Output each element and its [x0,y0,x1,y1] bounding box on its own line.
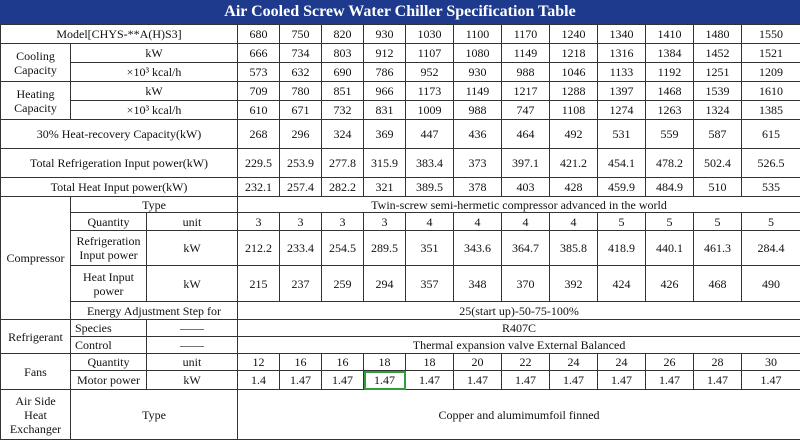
table-cell: 1397 [598,82,646,101]
table-cell: 12 [238,354,280,371]
fans-motor-row [1,371,800,390]
compressor-refrig-unit: kW [147,231,238,266]
table-cell: 383.4 [406,149,454,178]
table-cell: 952 [406,63,454,82]
table-cell: 424 [598,266,646,302]
table-cell: 988 [502,63,550,82]
air-side-type-value: Copper and alumimumfoil finned [238,390,800,440]
table-cell: 426 [646,266,694,302]
table-cell: 3 [364,213,406,231]
heating-kcal-unit: ×10³ kcal/h [71,101,238,120]
heating-label-line2: Capacity [14,100,57,115]
model-cell: 1170 [502,25,550,44]
table-cell: 831 [364,101,406,120]
table-title: Air Cooled Screw Water Chiller Specification Table [0,0,800,24]
table-cell: 215 [238,266,280,302]
table-cell: 535 [742,178,800,197]
air-side-label-line3: Exchanger [9,421,62,436]
table-cell: 615 [742,120,800,149]
table-cell: 282.2 [322,178,364,197]
table-cell: 709 [238,82,280,101]
table-cell: 1108 [550,101,598,120]
table-cell: 1149 [454,82,502,101]
fans-quantity-unit: unit [147,354,238,371]
table-cell: 343.6 [454,231,502,266]
table-cell: 988 [454,101,502,120]
compressor-refrig-row [1,231,800,266]
table-cell: 348 [454,266,502,302]
table-cell: 1521 [742,44,800,63]
compressor-label: Compressor [1,197,71,320]
cooling-label-line2: Capacity [14,62,57,77]
compressor-heat-label: Heat Input power [71,266,147,302]
compressor-type-value: Twin-screw semi-hermetic compressor advanced in the world [238,197,800,213]
table-cell: 1468 [646,82,694,101]
table-cell: 373 [454,149,502,178]
table-cell: 1192 [646,63,694,82]
table-cell: 1.47 [742,371,800,390]
table-cell: 440.1 [646,231,694,266]
table-cell: 1107 [406,44,454,63]
model-row [1,25,800,44]
table-cell: 3 [322,213,364,231]
table-cell: 930 [454,63,502,82]
table-cell: 1324 [694,101,742,120]
table-cell: 1.47 [646,371,694,390]
fans-quantity-row [1,354,800,371]
table-cell: 237 [280,266,322,302]
refrigerant-control-value: Thermal expansion valve External Balanced [238,337,800,354]
compressor-type-row [1,197,800,213]
spec-table [0,24,800,440]
air-side-row [1,390,800,440]
model-cell: 1030 [406,25,454,44]
table-cell: 1.47 [406,371,454,390]
table-cell: 259 [322,266,364,302]
table-cell: 1274 [598,101,646,120]
table-cell: 510 [694,178,742,197]
cooling-label-line1: Cooling [16,48,55,63]
table-cell: 851 [322,82,364,101]
table-cell: 4 [454,213,502,231]
table-cell: 24 [598,354,646,371]
heat-input-row [1,178,800,197]
table-cell: 5 [742,213,800,231]
table-cell: 447 [406,120,454,149]
table-cell: 389.5 [406,178,454,197]
table-cell: 912 [364,44,406,63]
table-cell: 18 [364,354,406,371]
table-cell: 747 [502,101,550,120]
table-cell: 1288 [550,82,598,101]
table-cell: 315.9 [364,149,406,178]
fans-label: Fans [1,354,71,390]
table-cell: 468 [694,266,742,302]
table-cell: 26 [646,354,694,371]
table-cell: 671 [280,101,322,120]
table-cell: 1218 [550,44,598,63]
table-cell: 1133 [598,63,646,82]
table-cell: 392 [550,266,598,302]
model-cell: 1410 [646,25,694,44]
refrigerant-species-label: Species [71,320,147,337]
table-cell: 966 [364,82,406,101]
table-cell: 1209 [742,63,800,82]
cooling-kw-unit: kW [71,44,238,63]
model-cell: 1550 [742,25,800,44]
table-cell: 1.4 [238,371,280,390]
table-cell: 3 [238,213,280,231]
model-cell: 750 [280,25,322,44]
refrig-input-row [1,149,800,178]
air-side-label [1,390,71,440]
table-cell: 436 [454,120,502,149]
model-label: Model[CHYS-**A(H)S3] [1,25,238,44]
table-cell: 610 [238,101,280,120]
table-cell: 492 [550,120,598,149]
table-cell: 1.47 [454,371,502,390]
refrigerant-label: Refrigerant [1,320,71,354]
table-cell: 803 [322,44,364,63]
heating-kcal-row [1,101,800,120]
model-cell: 1240 [550,25,598,44]
table-cell: 4 [502,213,550,231]
table-cell: 296 [280,120,322,149]
cooling-kcal-unit: ×10³ kcal/h [71,63,238,82]
table-cell: 1.47 [550,371,598,390]
table-cell: 24 [550,354,598,371]
heating-label-line1: Heating [16,86,55,101]
table-cell: 5 [646,213,694,231]
table-cell: 378 [454,178,502,197]
energy-step-value: 25(start up)-50-75-100% [238,302,800,320]
table-cell: 20 [454,354,502,371]
table-cell: 632 [280,63,322,82]
heat-recovery-row [1,120,800,149]
table-cell: 294 [364,266,406,302]
table-cell: 780 [280,82,322,101]
table-cell: 1452 [694,44,742,63]
table-cell: 1.47 [694,371,742,390]
table-cell: 418.9 [598,231,646,266]
table-cell: 324 [322,120,364,149]
table-cell: 531 [598,120,646,149]
table-cell: 233.4 [280,231,322,266]
table-cell: 478.2 [646,149,694,178]
table-cell: 732 [322,101,364,120]
cooling-label [1,44,71,82]
table-cell: 1251 [694,63,742,82]
table-cell: 284.4 [742,231,800,266]
table-cell: 1384 [646,44,694,63]
table-cell: 1316 [598,44,646,63]
model-cell: 930 [364,25,406,44]
model-cell: 1480 [694,25,742,44]
fans-quantity-label: Quantity [71,354,147,371]
table-cell: 428 [550,178,598,197]
table-cell: 18 [406,354,454,371]
table-cell: 253.9 [280,149,322,178]
refrigerant-control-label: Control [71,337,147,354]
refrigerant-control-dash: —— [147,337,238,354]
table-cell: 573 [238,63,280,82]
table-cell: 3 [280,213,322,231]
table-cell: 5 [694,213,742,231]
model-cell: 820 [322,25,364,44]
table-cell: 1385 [742,101,800,120]
air-side-type-label: Type [71,390,238,440]
table-cell: 28 [694,354,742,371]
heating-kw-unit: kW [71,82,238,101]
energy-step-label: Energy Adjustment Step for [71,302,238,320]
table-cell: 4 [550,213,598,231]
table-cell: 421.2 [550,149,598,178]
refrigerant-control-row [1,337,800,354]
table-cell: 461.3 [694,231,742,266]
table-cell: 229.5 [238,149,280,178]
table-cell: 490 [742,266,800,302]
table-cell: 1.47 [322,371,364,390]
table-cell: 734 [280,44,322,63]
compressor-heat-row [1,266,800,302]
table-cell: 16 [322,354,364,371]
table-cell: 5 [598,213,646,231]
table-cell: 587 [694,120,742,149]
compressor-type-label: Type [71,197,238,213]
table-cell: 1046 [550,63,598,82]
heating-label [1,82,71,120]
table-cell: 454.1 [598,149,646,178]
table-cell: 289.5 [364,231,406,266]
table-cell: 254.5 [322,231,364,266]
model-cell: 1100 [454,25,502,44]
model-cell: 1340 [598,25,646,44]
selected-cell[interactable]: 1.47 [364,371,406,390]
table-cell: 1539 [694,82,742,101]
fans-motor-label: Motor power [71,371,147,390]
table-cell: 232.1 [238,178,280,197]
table-cell: 385.8 [550,231,598,266]
table-cell: 1217 [502,82,550,101]
table-cell: 1.47 [598,371,646,390]
heat-input-label: Total Heat Input power(kW) [1,178,238,197]
air-side-label-line2: Heat [24,407,47,422]
table-cell: 16 [280,354,322,371]
compressor-quantity-label: Quantity [71,213,147,231]
refrigerant-species-value: R407C [238,320,800,337]
heating-kw-row [1,82,800,101]
table-cell: 397.1 [502,149,550,178]
table-cell: 277.8 [322,149,364,178]
table-cell: 30 [742,354,800,371]
refrigerant-species-row [1,320,800,337]
table-cell: 1.47 [502,371,550,390]
table-cell: 690 [322,63,364,82]
table-cell: 351 [406,231,454,266]
compressor-heat-unit: kW [147,266,238,302]
table-cell: 1610 [742,82,800,101]
table-cell: 526.5 [742,149,800,178]
table-cell: 212.2 [238,231,280,266]
table-cell: 357 [406,266,454,302]
compressor-quantity-unit: unit [147,213,238,231]
table-cell: 22 [502,354,550,371]
table-cell: 502.4 [694,149,742,178]
table-cell: 364.7 [502,231,550,266]
table-cell: 1263 [646,101,694,120]
model-cell: 680 [238,25,280,44]
table-cell: 370 [502,266,550,302]
cooling-kcal-row [1,63,800,82]
table-cell: 321 [364,178,406,197]
table-cell: 1.47 [280,371,322,390]
air-side-label-line1: Air Side [15,393,56,408]
heat-recovery-label: 30% Heat-recovery Capacity(kW) [1,120,238,149]
table-cell: 484.9 [646,178,694,197]
compressor-refrig-label: Refrigeration Input power [71,231,147,266]
compressor-quantity-row [1,213,800,231]
table-cell: 459.9 [598,178,646,197]
table-cell: 559 [646,120,694,149]
table-cell: 369 [364,120,406,149]
table-cell: 666 [238,44,280,63]
refrig-input-label: Total Refrigeration Input power(kW) [1,149,238,178]
table-cell: 1009 [406,101,454,120]
table-cell: 268 [238,120,280,149]
table-cell: 1173 [406,82,454,101]
table-cell: 786 [364,63,406,82]
table-cell: 1149 [502,44,550,63]
table-cell: 464 [502,120,550,149]
cooling-kw-row [1,44,800,63]
table-cell: 257.4 [280,178,322,197]
table-cell: 403 [502,178,550,197]
fans-motor-unit: kW [147,371,238,390]
energy-step-row [1,302,800,320]
table-cell: 4 [406,213,454,231]
table-cell: 1080 [454,44,502,63]
refrigerant-species-dash: —— [147,320,238,337]
